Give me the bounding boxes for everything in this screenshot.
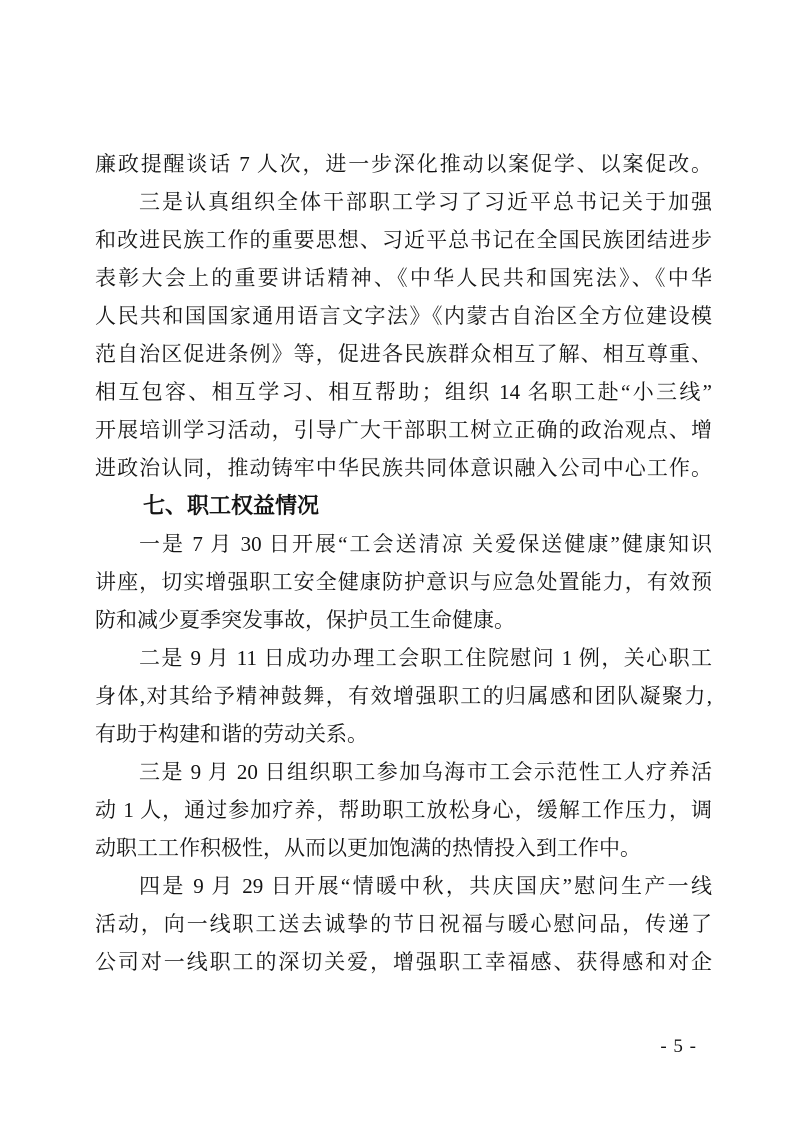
- section-heading: 七、职工权益情况: [143, 493, 320, 518]
- text-line: 廉政提醒谈话 7 人次，进一步深化推动以案促学、以案促改。: [95, 152, 712, 176]
- text-line: 动职工工作积极性，从而以更加饱满的热情投入到工作中。: [95, 836, 641, 860]
- text-line: 范自治区促进条例》等，促进各民族群众相互了解、相互尊重、: [95, 342, 712, 366]
- text-line: 四是 9 月 29 日开展“情暖中秋，共庆国庆”慰问生产一线: [139, 874, 712, 898]
- text-line: 进政治认同，推动铸牢中华民族共同体意识融入公司中心工作。: [95, 456, 712, 480]
- text-line: 表彰大会上的重要讲话精神、《中华人民共和国宪法》、《中华: [95, 266, 712, 290]
- text-line: 活动，向一线职工送去诚挚的节日祝福与暖心慰问品，传递了: [95, 912, 712, 936]
- text-line: 身体,对其给予精神鼓舞，有效增强职工的归属感和团队凝聚力,: [95, 684, 712, 708]
- text-line: 公司对一线职工的深切关爱，增强职工幸福感、获得感和对企: [95, 950, 712, 974]
- text-line: 讲座，切实增强职工安全健康防护意识与应急处置能力，有效预: [95, 570, 712, 594]
- text-line: 和改进民族工作的重要思想、习近平总书记在全国民族团结进步: [95, 228, 712, 252]
- page-number: - 5 -: [660, 1036, 697, 1057]
- text-line: 二是 9 月 11 日成功办理工会职工住院慰问 1 例，关心职工: [139, 646, 712, 670]
- text-line: 开展培训学习活动，引导广大干部职工树立正确的政治观点、增: [95, 418, 712, 442]
- text-line: 防和减少夏季突发事故，保护员工生命健康。: [95, 608, 515, 632]
- text-line: 人民共和国国家通用语言文字法》《内蒙古自治区全方位建设模: [95, 304, 712, 328]
- text-line: 三是认真组织全体干部职工学习了习近平总书记关于加强: [139, 190, 712, 214]
- text-line: 动 1 人，通过参加疗养，帮助职工放松身心，缓解工作压力，调: [95, 798, 712, 822]
- text-line: 一是 7 月 30 日开展“工会送清凉 关爱保送健康”健康知识: [139, 532, 712, 556]
- text-line: 有助于构建和谐的劳动关系。: [95, 722, 368, 746]
- text-line: 相互包容、相互学习、相互帮助；组织 14 名职工赴“小三线”: [95, 380, 712, 404]
- text-line: 三是 9 月 20 日组织职工参加乌海市工会示范性工人疗养活: [139, 760, 712, 784]
- document-body: [95, 145, 712, 981]
